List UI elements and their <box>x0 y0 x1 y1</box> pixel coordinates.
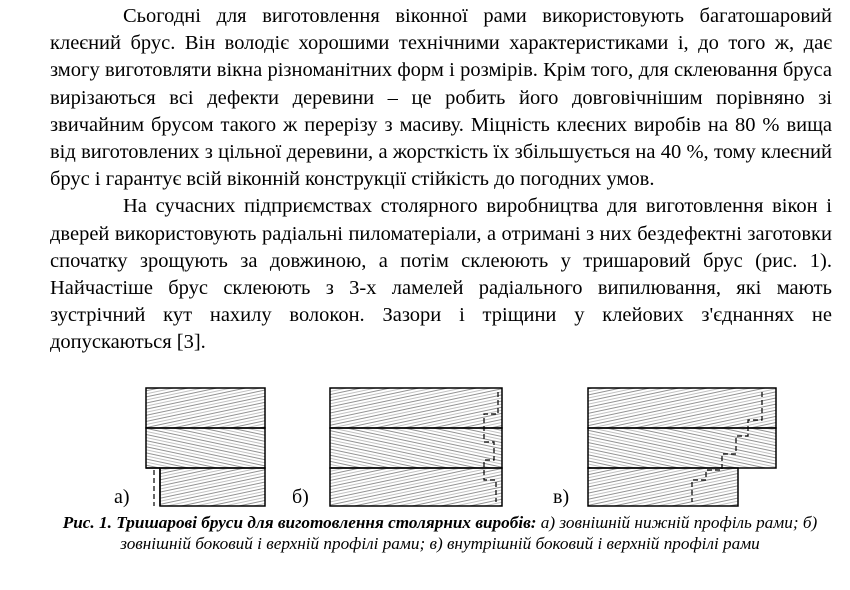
caption-text: а) зовнішній нижній профіль рами; б) зовнішній боковий і верхній профілі рами; в) внутрішній боковий і верхній профілі рами <box>120 513 818 553</box>
beam-b <box>330 388 502 506</box>
paragraph-2: На сучасних підприємствах столярного виробництва для виготовлення вікон і дверей використовують радіальні пиломатеріали, а отримані з них бездефектні заготовки спочатку зрощують за довжиною, а потім склеюють у тришаровий брус (рис. 1). Найчастіше брус склеюють з 3-х ламелей радіального випилювання, які мають зустрічний кут нахилу волокон. Зазори і тріщини у клейових з'єднаннях не допускаються [3]. <box>50 195 832 354</box>
beam-c <box>588 388 776 506</box>
body-text <box>50 3 832 357</box>
label-b: б) <box>292 486 309 508</box>
label-c: в) <box>553 486 570 508</box>
label-a: а) <box>114 486 130 508</box>
caption-title: Рис. 1. Тришарові бруси для виготовлення столярних виробів: <box>62 513 537 532</box>
beam-a <box>146 388 265 506</box>
paragraph-1: Сьогодні для виготовлення віконної рами використовують багатошаровий клеєний брус. Він володіє хорошими технічними характеристиками і, до того ж, дає змогу виготовляти вікна різноманітних форм і розмірів. Крім того, для склеювання бруса вирізаються всі дефекти деревини – це робить його довговічнішим порівняно зі звичайним брусом такого ж перерізу з масиву. Міцність клеєних виробів на 80 % вища від виготовлених з цільної деревини, а жорсткість їх збільшується на 40 %, тому клеєний брус і гарантує всій віконній конструкції стійкість до погодних умов. <box>50 5 832 191</box>
figure-caption <box>40 512 840 554</box>
